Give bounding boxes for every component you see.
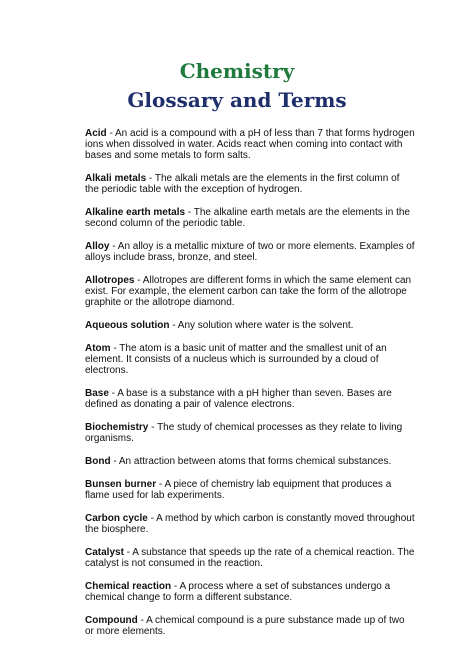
glossary-definition: An attraction between atoms that forms chemical substances. <box>118 456 392 467</box>
glossary-term: Catalyst <box>85 547 124 558</box>
glossary-definition: The atom is a basic unit of matter and the smallest unit of an element. It consists of a nucleus which is surrounded by a cloud of electrons. <box>85 343 387 376</box>
glossary-separator: - <box>108 388 118 399</box>
glossary-definition: A process where a set of substances undergo a chemical change to form a different substance. <box>85 581 391 603</box>
glossary-entry-acid <box>85 128 415 161</box>
glossary-separator: - <box>109 241 118 252</box>
glossary-entry-alloy <box>85 241 415 263</box>
glossary-definition: Allotropes are different forms in which the same element can exist. For example, the element carbon can take the form of the allotrope graphite or the allotrope diamond. <box>85 275 412 308</box>
glossary-term: Biochemistry <box>85 422 149 433</box>
glossary-entry-alkaline-earth-metals <box>85 207 415 229</box>
glossary-entry-allotropes <box>85 275 415 308</box>
glossary-definition: A method by which carbon is constantly moved throughout the biosphere. <box>85 513 415 535</box>
glossary-separator: - <box>106 128 116 139</box>
glossary-entry-biochemistry <box>85 422 415 444</box>
glossary-separator: - <box>148 422 158 433</box>
glossary-term: Aqueous solution <box>85 320 170 331</box>
glossary-term: Carbon cycle <box>85 513 148 524</box>
glossary-separator: - <box>147 513 157 524</box>
glossary-entry-carbon-cycle <box>85 513 415 535</box>
glossary-entry-compound <box>85 615 415 637</box>
glossary-term: Acid <box>85 128 107 139</box>
page-title: Chemistry <box>179 59 295 83</box>
glossary-list <box>85 128 415 649</box>
glossary-entry-bond <box>85 456 415 467</box>
glossary-entry-alkali-metals <box>85 173 415 195</box>
glossary-term: Base <box>85 388 109 399</box>
glossary-term: Alkaline earth metals <box>85 207 186 218</box>
glossary-term: Bond <box>85 456 111 467</box>
glossary-separator: - <box>110 343 120 354</box>
glossary-term: Bunsen burner <box>85 479 157 490</box>
glossary-entry-aqueous-solution <box>85 320 415 331</box>
glossary-definition: A substance that speeds up the rate of a chemical reaction. The catalyst is not consumed in the reaction. <box>85 547 415 569</box>
glossary-separator: - <box>110 456 119 467</box>
glossary-entry-atom <box>85 343 415 376</box>
glossary-definition: A chemical compound is a pure substance made up of two or more elements. <box>85 615 405 637</box>
glossary-definition: The alkali metals are the elements in the first column of the periodic table with the exception of hydrogen. <box>85 173 400 195</box>
glossary-definition: An acid is a compound with a pH of less than 7 that forms hydrogen ions when dissolved in water. Acids react when coming into contact with bases and some metals to form salts. <box>85 128 415 161</box>
glossary-definition: The study of chemical processes as they relate to living organisms. <box>85 422 403 444</box>
glossary-term: Alkali metals <box>85 173 147 184</box>
glossary-separator: - <box>123 547 133 558</box>
glossary-term: Atom <box>85 343 111 354</box>
glossary-definition: A piece of chemistry lab equipment that produces a flame used for lab experiments. <box>85 479 392 501</box>
glossary-separator: - <box>134 275 143 286</box>
glossary-entry-bunsen-burner <box>85 479 415 501</box>
page-subtitle: Glossary and Terms <box>127 88 347 112</box>
glossary-entry-catalyst <box>85 547 415 569</box>
glossary-definition: A base is a substance with a pH higher than seven. Bases are defined as donating a pair of valence electrons. <box>85 388 392 410</box>
glossary-separator: - <box>156 479 165 490</box>
glossary-entry-base <box>85 388 415 410</box>
glossary-entry-chemical-reaction <box>85 581 415 603</box>
glossary-definition: An alloy is a metallic mixture of two or more elements. Examples of alloys include brass, bronze, and steel. <box>85 241 415 263</box>
glossary-term: Allotropes <box>85 275 135 286</box>
glossary-separator: - <box>169 320 178 331</box>
glossary-separator: - <box>146 173 155 184</box>
glossary-separator: - <box>171 581 180 592</box>
glossary-separator: - <box>185 207 194 218</box>
glossary-term: Alloy <box>85 241 110 252</box>
glossary-separator: - <box>137 615 147 626</box>
title-block <box>0 58 474 114</box>
glossary-term: Compound <box>85 615 138 626</box>
glossary-definition: The alkaline earth metals are the elements in the second column of the periodic table. <box>85 207 410 229</box>
glossary-term: Chemical reaction <box>85 581 172 592</box>
glossary-definition: Any solution where water is the solvent. <box>177 320 354 331</box>
